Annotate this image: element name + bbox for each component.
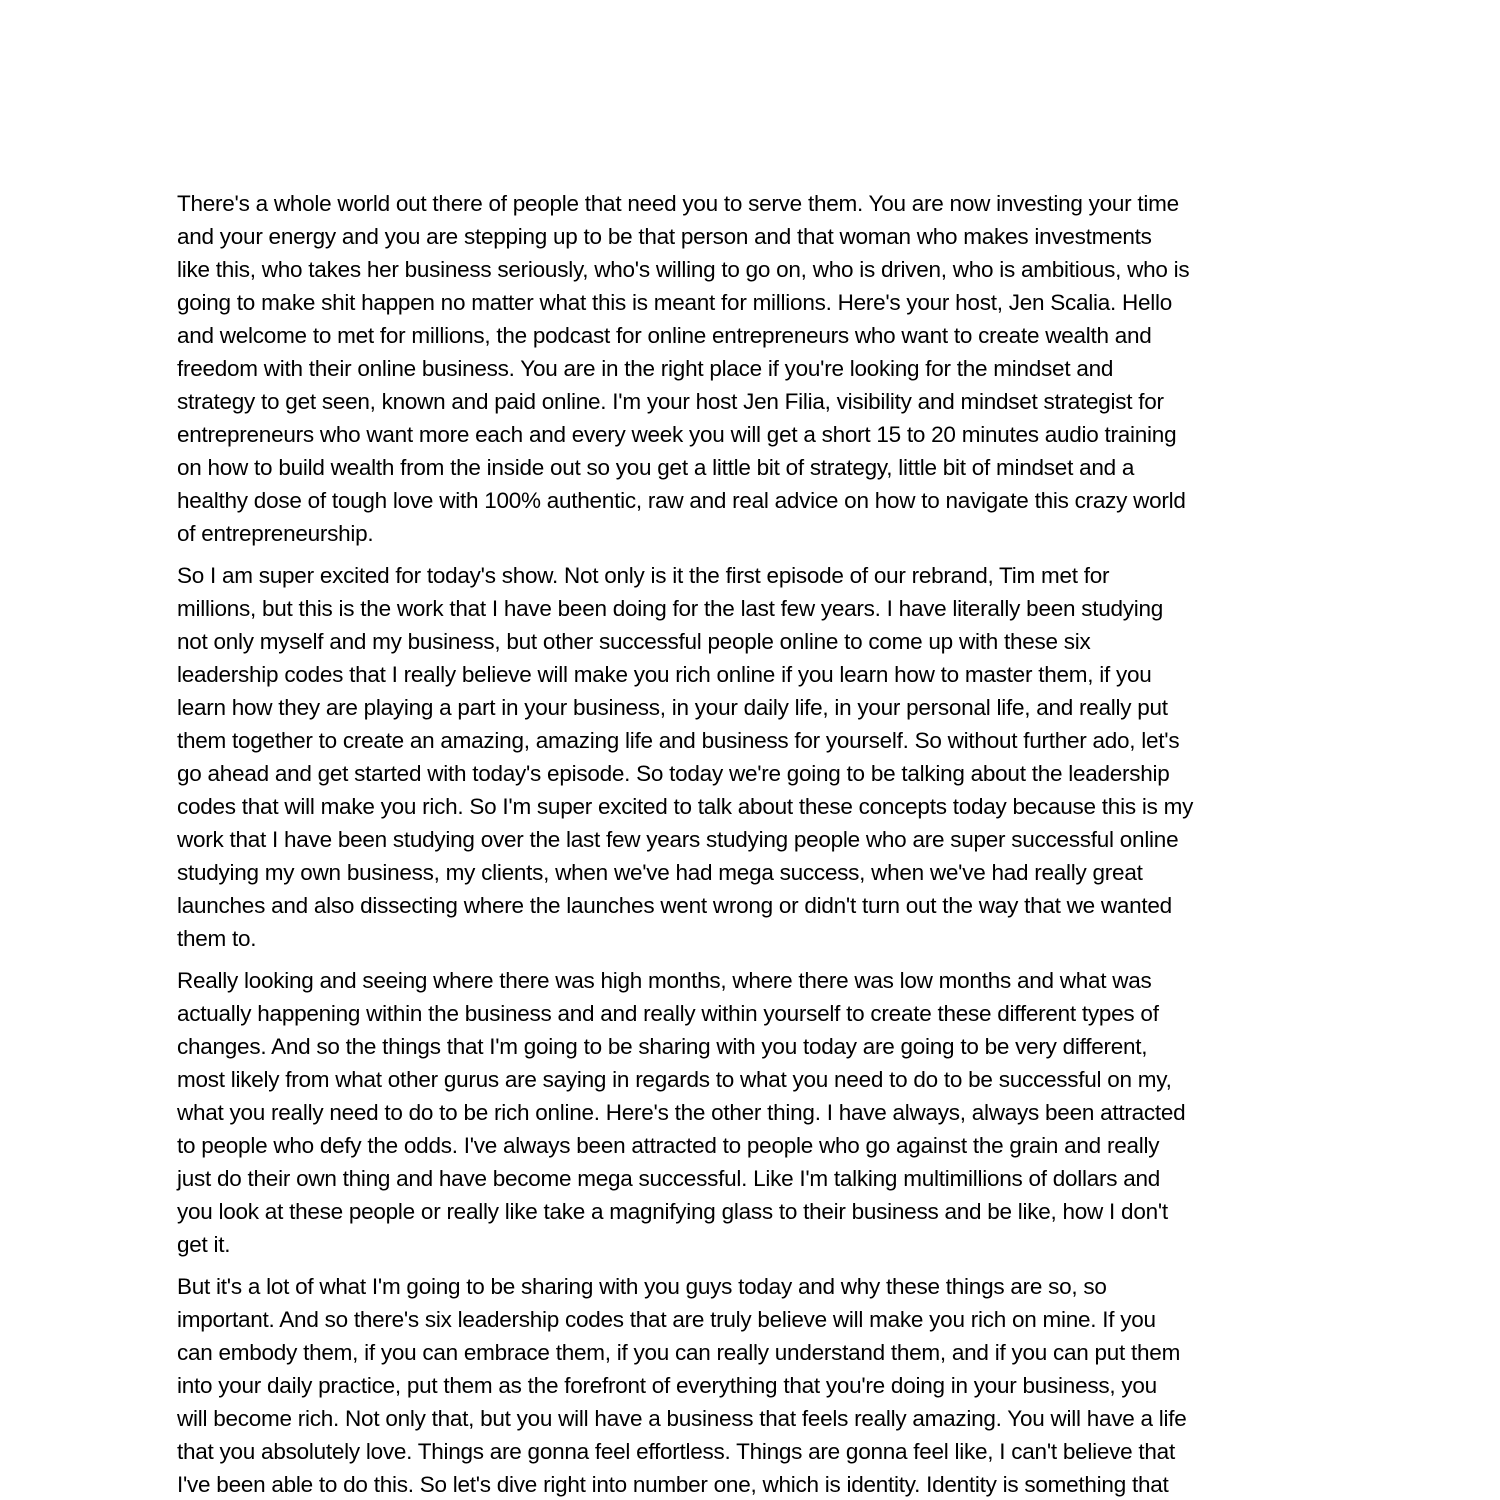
transcript-paragraph bbox=[177, 187, 1327, 550]
text-line: them together to create an amazing, amazing life and business for yourself. So without further ado, let's bbox=[177, 728, 1180, 753]
text-line: launches and also dissecting where the launches went wrong or didn't turn out the way that we wanted bbox=[177, 893, 1172, 918]
text-line: Really looking and seeing where there was high months, where there was low months and what was bbox=[177, 968, 1152, 993]
text-line: and your energy and you are stepping up to be that person and that woman who makes investments bbox=[177, 224, 1152, 249]
text-line: can embody them, if you can embrace them, if you can really understand them, and if you can put them bbox=[177, 1340, 1181, 1365]
text-line: So I am super excited for today's show. Not only is it the first episode of our rebrand, Tim met for bbox=[177, 563, 1110, 588]
text-line: learn how they are playing a part in your business, in your daily life, in your personal life, and really put bbox=[177, 695, 1168, 720]
text-line: entrepreneurs who want more each and every week you will get a short 15 to 20 minutes audio training bbox=[177, 422, 1177, 447]
text-line: I've been able to do this. So let's dive right into number one, which is identity. Identity is something that bbox=[177, 1472, 1169, 1497]
text-line: of entrepreneurship. bbox=[177, 521, 374, 546]
text-line: codes that will make you rich. So I'm super excited to talk about these concepts today because this is my bbox=[177, 794, 1194, 819]
transcript-body bbox=[177, 187, 1327, 1500]
text-line: going to make shit happen no matter what this is meant for millions. Here's your host, Jen Scalia. Hello bbox=[177, 290, 1173, 315]
text-line: strategy to get seen, known and paid online. I'm your host Jen Filia, visibility and mindset strategist for bbox=[177, 389, 1164, 414]
text-line: changes. And so the things that I'm going to be sharing with you today are going to be very different, bbox=[177, 1034, 1148, 1059]
text-line: not only myself and my business, but other successful people online to come up with these six bbox=[177, 629, 1091, 654]
text-line: that you absolutely love. Things are gonna feel effortless. Things are gonna feel like, I can't believe that bbox=[177, 1439, 1175, 1464]
text-line: just do their own thing and have become mega successful. Like I'm talking multimillions of dollars and bbox=[177, 1166, 1161, 1191]
text-line: get it. bbox=[177, 1232, 231, 1257]
text-line: important. And so there's six leadership codes that are truly believe will make you rich on mine. If you bbox=[177, 1307, 1156, 1332]
text-line: freedom with their online business. You are in the right place if you're looking for the mindset and bbox=[177, 356, 1114, 381]
text-line: on how to build wealth from the inside out so you get a little bit of strategy, little bit of mindset and a bbox=[177, 455, 1135, 480]
text-line: will become rich. Not only that, but you will have a business that feels really amazing. You will have a life bbox=[177, 1406, 1187, 1431]
text-line: what you really need to do to be rich online. Here's the other thing. I have always, always been attracted bbox=[177, 1100, 1186, 1125]
text-line: them to. bbox=[177, 926, 257, 951]
text-line: and welcome to met for millions, the podcast for online entrepreneurs who want to create wealth and bbox=[177, 323, 1152, 348]
text-line: work that I have been studying over the last few years studying people who are super successful online bbox=[177, 827, 1179, 852]
text-line: actually happening within the business and and really within yourself to create these different types of bbox=[177, 1001, 1159, 1026]
text-line: to people who defy the odds. I've always been attracted to people who go against the grain and really bbox=[177, 1133, 1160, 1158]
transcript-paragraph bbox=[177, 559, 1327, 955]
text-line: like this, who takes her business seriously, who's willing to go on, who is driven, who is ambitious, who is bbox=[177, 257, 1190, 282]
text-line: healthy dose of tough love with 100% authentic, raw and real advice on how to navigate this crazy world bbox=[177, 488, 1186, 513]
text-line: you look at these people or really like take a magnifying glass to their business and be like, how I don't bbox=[177, 1199, 1168, 1224]
text-line: go ahead and get started with today's episode. So today we're going to be talking about the leadership bbox=[177, 761, 1170, 786]
text-line: millions, but this is the work that I have been doing for the last few years. I have literally been studying bbox=[177, 596, 1164, 621]
transcript-paragraph bbox=[177, 1270, 1327, 1500]
text-line: most likely from what other gurus are saying in regards to what you need to do to be successful on my, bbox=[177, 1067, 1172, 1092]
text-line: studying my own business, my clients, when we've had mega success, when we've had really great bbox=[177, 860, 1143, 885]
text-line: into your daily practice, put them as the forefront of everything that you're doing in your business, you bbox=[177, 1373, 1157, 1398]
text-line: There's a whole world out there of people that need you to serve them. You are now investing your time bbox=[177, 191, 1179, 216]
transcript-paragraph bbox=[177, 964, 1327, 1261]
text-line: leadership codes that I really believe will make you rich online if you learn how to master them, if you bbox=[177, 662, 1152, 687]
text-line: But it's a lot of what I'm going to be sharing with you guys today and why these things are so, so bbox=[177, 1274, 1107, 1299]
